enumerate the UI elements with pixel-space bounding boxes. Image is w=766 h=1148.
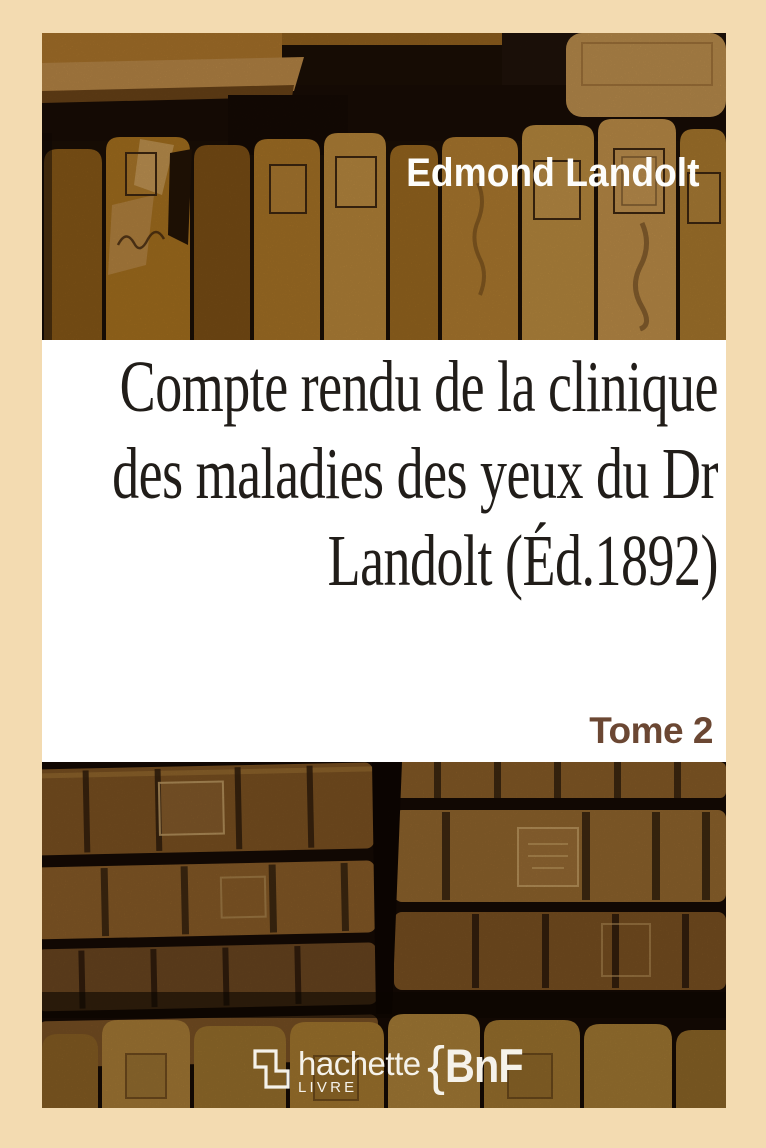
- title-line-3: Landolt (Éd.1892): [327, 519, 718, 602]
- bnf-brace-glyph: {: [427, 1036, 446, 1096]
- bnf-logo: [427, 1038, 533, 1096]
- book-title: [112, 343, 718, 604]
- title-line-1: Compte rendu de la clinique: [119, 345, 718, 428]
- hachette-livre-label: LIVRE: [298, 1079, 358, 1096]
- hachette-livre-logo: [253, 1045, 421, 1096]
- volume-label: Tome 2: [589, 710, 713, 751]
- author-name: Edmond Landolt: [406, 151, 700, 195]
- hachette-wordmark: hachette: [298, 1045, 421, 1082]
- bnf-wordmark: BnF: [445, 1039, 523, 1092]
- title-line-2: des maladies des yeux du Dr: [112, 432, 718, 515]
- hachette-h-square-icon: [253, 1049, 290, 1089]
